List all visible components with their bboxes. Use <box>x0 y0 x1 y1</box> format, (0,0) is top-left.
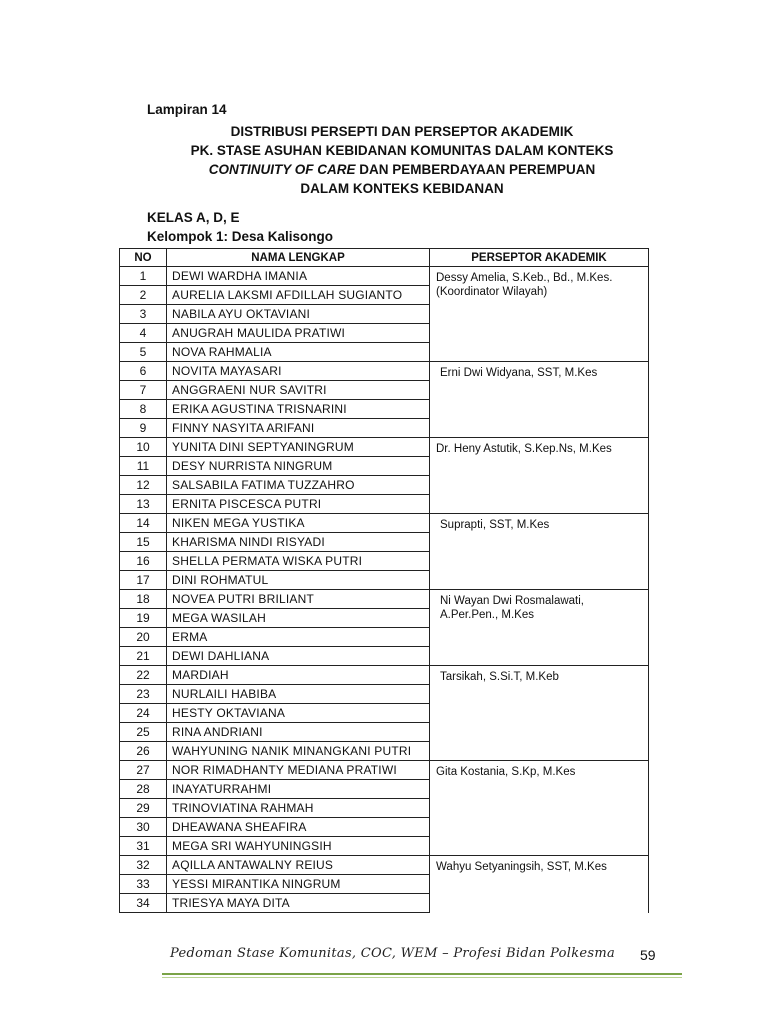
row-number: 30 <box>120 818 167 837</box>
student-name: MEGA WASILAH <box>167 609 430 628</box>
row-number: 17 <box>120 571 167 590</box>
row-number: 22 <box>120 666 167 685</box>
row-number: 28 <box>120 780 167 799</box>
perseptor-note: A.Per.Pen., M.Kes <box>440 609 534 621</box>
student-name: YESSI MIRANTIKA NINGRUM <box>167 875 430 894</box>
title-line-2: PK. STASE ASUHAN KEBIDANAN KOMUNITAS DALAM KONTEKS <box>190 143 614 158</box>
row-number: 32 <box>120 856 167 875</box>
row-number: 9 <box>120 419 167 438</box>
row-number: 21 <box>120 647 167 666</box>
student-name: ERIKA AGUSTINA TRISNARINI <box>167 400 430 419</box>
perseptor-cell <box>430 267 649 362</box>
row-number: 15 <box>120 533 167 552</box>
student-name: AURELIA LAKSMI AFDILLAH SUGIANTO <box>167 286 430 305</box>
perseptor-name: Erni Dwi Widyana, SST, M.Kes <box>440 367 598 379</box>
row-number: 2 <box>120 286 167 305</box>
student-name: KHARISMA NINDI RISYADI <box>167 533 430 552</box>
row-number: 33 <box>120 875 167 894</box>
footer-text: Pedoman Stase Komunitas, COC, WEM – Profesi Bidan Polkesma <box>170 946 616 961</box>
table-row <box>120 590 649 609</box>
table-header-row <box>120 249 649 267</box>
title-line-3 <box>110 160 694 179</box>
student-name: MEGA SRI WAHYUNINGSIH <box>167 837 430 856</box>
student-name: NOVEA PUTRI BRILIANT <box>167 590 430 609</box>
perseptor-name: Tarsikah, S.Si.T, M.Keb <box>440 671 559 683</box>
perseptor-name: Dr. Heny Astutik, S.Kep.Ns, M.Kes <box>436 443 612 455</box>
table-body <box>120 267 649 913</box>
title-italic-phrase: CONTINUITY OF CARE <box>208 162 356 177</box>
perseptor-name: Gita Kostania, S.Kp, M.Kes <box>436 766 576 778</box>
row-number: 5 <box>120 343 167 362</box>
header-nama: NAMA LENGKAP <box>167 249 430 267</box>
perseptor-cell <box>430 761 649 856</box>
row-number: 31 <box>120 837 167 856</box>
row-number: 10 <box>120 438 167 457</box>
perseptor-cell <box>430 856 649 913</box>
document-title <box>110 122 694 198</box>
row-number: 20 <box>120 628 167 647</box>
student-name: ANUGRAH MAULIDA PRATIWI <box>167 324 430 343</box>
student-name: NOVITA MAYASARI <box>167 362 430 381</box>
student-name: HESTY OKTAVIANA <box>167 704 430 723</box>
student-name: MARDIAH <box>167 666 430 685</box>
student-name: ERMA <box>167 628 430 647</box>
row-number: 14 <box>120 514 167 533</box>
student-name: TRIESYA MAYA DITA <box>167 894 430 913</box>
student-name: DEWI DAHLIANA <box>167 647 430 666</box>
row-number: 13 <box>120 495 167 514</box>
student-name: SALSABILA FATIMA TUZZAHRO <box>167 476 430 495</box>
table-row <box>120 438 649 457</box>
student-name: NOR RIMADHANTY MEDIANA PRATIWI <box>167 761 430 780</box>
table-row <box>120 856 649 875</box>
title-line-3-rest: DAN PEMBERDAYAAN PEREMPUAN <box>355 162 596 177</box>
student-name: DESY NURRISTA NINGRUM <box>167 457 430 476</box>
student-name: SHELLA PERMATA WISKA PUTRI <box>167 552 430 571</box>
student-name: YUNITA DINI SEPTYANINGRUM <box>167 438 430 457</box>
footer-divider-thin <box>162 977 682 978</box>
table-row <box>120 761 649 780</box>
student-name: TRINOVIATINA RAHMAH <box>167 799 430 818</box>
header-no: NO <box>120 249 167 267</box>
student-name: FINNY NASYITA ARIFANI <box>167 419 430 438</box>
perseptor-name: Suprapti, SST, M.Kes <box>440 519 550 531</box>
perseptor-name: Dessy Amelia, S.Keb., Bd., M.Kes. <box>436 272 613 284</box>
student-name: ERNITA PISCESCA PUTRI <box>167 495 430 514</box>
row-number: 8 <box>120 400 167 419</box>
row-number: 16 <box>120 552 167 571</box>
perseptor-cell <box>430 514 649 590</box>
row-number: 12 <box>120 476 167 495</box>
row-number: 34 <box>120 894 167 913</box>
student-name: NURLAILI HABIBA <box>167 685 430 704</box>
row-number: 6 <box>120 362 167 381</box>
lampiran-label: Lampiran 14 <box>147 102 227 117</box>
row-number: 18 <box>120 590 167 609</box>
kelompok-heading: Kelompok 1: Desa Kalisongo <box>147 229 334 244</box>
student-name: AQILLA ANTAWALNY REIUS <box>167 856 430 875</box>
row-number: 19 <box>120 609 167 628</box>
title-line-4: DALAM KONTEKS KEBIDANAN <box>300 181 504 196</box>
perseptor-name: Wahyu Setyaningsih, SST, M.Kes <box>436 861 607 873</box>
student-name: NABILA AYU OKTAVIANI <box>167 305 430 324</box>
row-number: 3 <box>120 305 167 324</box>
student-name: DEWI WARDHA IMANIA <box>167 267 430 286</box>
row-number: 25 <box>120 723 167 742</box>
perseptor-cell <box>430 438 649 514</box>
perseptor-cell <box>430 666 649 761</box>
kelas-heading: KELAS A, D, E <box>147 210 240 225</box>
table-row <box>120 362 649 381</box>
row-number: 26 <box>120 742 167 761</box>
row-number: 11 <box>120 457 167 476</box>
page-number: 59 <box>640 947 656 963</box>
student-name: INAYATURRAHMI <box>167 780 430 799</box>
perseptor-cell <box>430 590 649 666</box>
student-name: NOVA RAHMALIA <box>167 343 430 362</box>
title-line-1: DISTRIBUSI PERSEPTI DAN PERSEPTOR AKADEMIK <box>230 124 574 139</box>
table-row <box>120 267 649 286</box>
row-number: 24 <box>120 704 167 723</box>
student-name: DHEAWANA SHEAFIRA <box>167 818 430 837</box>
student-name: ANGGRAENI NUR SAVITRI <box>167 381 430 400</box>
distribution-table <box>119 248 649 913</box>
table-row <box>120 666 649 685</box>
perseptor-name: Ni Wayan Dwi Rosmalawati, <box>440 595 584 607</box>
row-number: 1 <box>120 267 167 286</box>
row-number: 29 <box>120 799 167 818</box>
table-row <box>120 514 649 533</box>
perseptor-cell <box>430 362 649 438</box>
header-perseptor: PERSEPTOR AKADEMIK <box>430 249 649 267</box>
student-name: RINA ANDRIANI <box>167 723 430 742</box>
row-number: 23 <box>120 685 167 704</box>
footer-divider <box>162 973 682 975</box>
student-name: NIKEN MEGA YUSTIKA <box>167 514 430 533</box>
student-name: DINI ROHMATUL <box>167 571 430 590</box>
student-name: WAHYUNING NANIK MINANGKANI PUTRI <box>167 742 430 761</box>
row-number: 7 <box>120 381 167 400</box>
row-number: 27 <box>120 761 167 780</box>
row-number: 4 <box>120 324 167 343</box>
perseptor-note: (Koordinator Wilayah) <box>436 286 548 298</box>
